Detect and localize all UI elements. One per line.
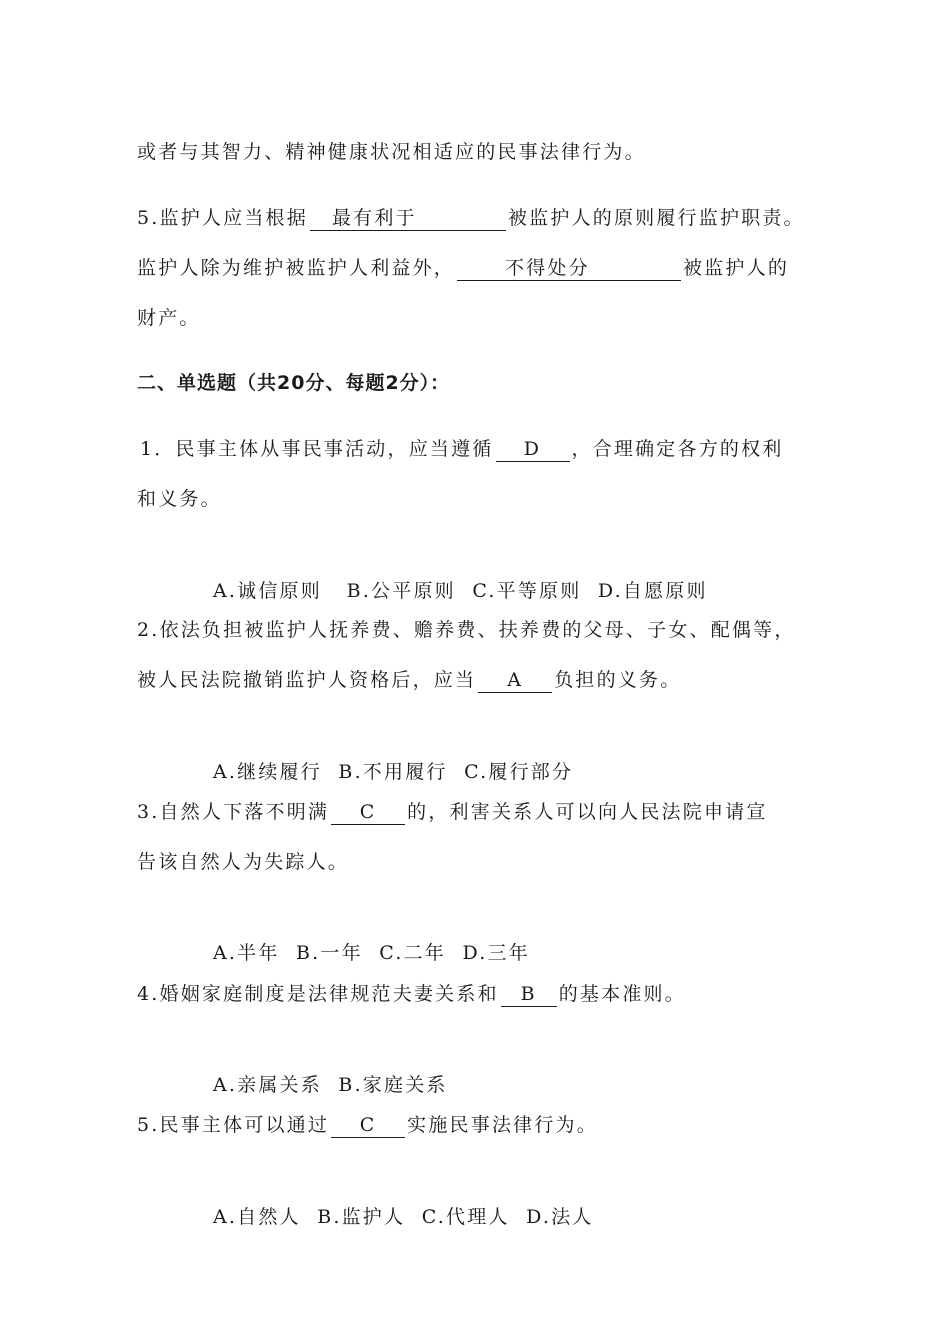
- fill-q5-line-3: [137, 305, 201, 331]
- question-5-line-1: [137, 1112, 598, 1138]
- answer-blank: [478, 668, 552, 693]
- question-2-line-1: [137, 617, 796, 643]
- question-5-options: [180, 1178, 593, 1256]
- question-text: 负担的义务。: [554, 669, 682, 691]
- question-text: 2.依法负担被监护人抚养费、赡养费、扶养费的父母、子女、配偶等，: [137, 619, 796, 641]
- answer-letter: D: [523, 438, 542, 460]
- options-text: A.半年 B.一年 C.二年 D.三年: [212, 942, 530, 964]
- section-heading: [137, 370, 450, 396]
- question-text: 4.婚姻家庭制度是法律规范夫妻关系和: [137, 983, 499, 1005]
- question-text: 告该自然人为失踪人。: [137, 851, 350, 873]
- question-4-line-1: [137, 981, 686, 1007]
- question-2-line-2: [137, 667, 681, 693]
- question-text: ，合理确定各方的权利: [571, 438, 784, 460]
- question-3-line-1: [137, 799, 768, 825]
- options-text: A.继续履行 B.不用履行 C.履行部分: [212, 761, 574, 783]
- question-text: 的基本准则。: [558, 983, 686, 1005]
- question-text: 的，利害关系人可以向人民法院申请宣: [407, 801, 768, 823]
- answer-letter: C: [359, 801, 377, 823]
- answer-letter: B: [520, 983, 537, 1005]
- question-text: 5.民事主体可以通过: [137, 1114, 330, 1136]
- answer-letter: A: [507, 669, 524, 691]
- answer-blank: [496, 437, 570, 462]
- fill-q5-text: 被监护人的原则履行监护职责。: [507, 207, 805, 229]
- fill-q5-line-2: [137, 255, 789, 281]
- answer-blank: [331, 800, 405, 825]
- options-text: A.诚信原则 B.公平原则 C.平等原则 D.自愿原则: [212, 580, 708, 602]
- fill-q5-answer-2: 不得处分: [505, 257, 590, 279]
- options-text: A.亲属关系 B.家庭关系: [212, 1074, 448, 1096]
- question-1-line-2: [137, 486, 222, 512]
- fill-q5-text: 5.监护人应当根据: [137, 207, 308, 229]
- section-heading-text: 二、单选题（共20分、每题2分）：: [137, 372, 451, 394]
- question-text: 和义务。: [137, 488, 222, 510]
- fill-q5-text: 被监护人的: [683, 257, 790, 279]
- fill-q5-text: 监护人除为维护被监护人利益外，: [137, 257, 456, 279]
- fill-q5-text: 财产。: [137, 307, 201, 329]
- fill-q5-answer-1: 最有利于: [331, 207, 417, 229]
- question-text: 3.自然人下落不明满: [137, 801, 330, 823]
- intro-line: [137, 139, 646, 165]
- intro-text: 或者与其智力、精神健康状况相适应的民事法律行为。: [137, 141, 646, 163]
- fill-q5-answer-blank-2: [457, 256, 681, 281]
- options-text: A.自然人 B.监护人 C.代理人 D.法人: [212, 1206, 594, 1228]
- question-text: 实施民事法律行为。: [407, 1114, 598, 1136]
- answer-blank: [501, 982, 557, 1007]
- answer-letter: C: [359, 1114, 377, 1136]
- question-text: 1．民事主体从事民事活动，应当遵循: [140, 438, 494, 460]
- question-1-line-1: [140, 436, 784, 462]
- answer-blank: [331, 1113, 405, 1138]
- fill-q5-answer-blank-1: [310, 206, 506, 231]
- fill-q5-line-1: [137, 205, 805, 231]
- question-text: 被人民法院撤销监护人资格后，应当: [137, 669, 477, 691]
- question-3-line-2: [137, 849, 349, 875]
